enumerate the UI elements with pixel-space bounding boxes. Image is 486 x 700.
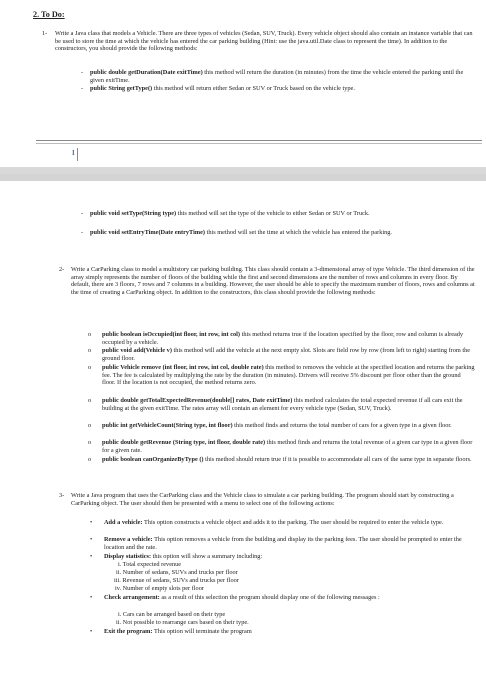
- item-1-method-2: public String getType() this method will return either Sedan or SUV or Truck based on the vehicle type.: [90, 85, 355, 92]
- dash-bullet: -: [81, 69, 84, 76]
- text-cursor-line: [77, 148, 78, 161]
- item-1-method-1: public double getDuration(Date exitTime) this method will return the duration (in minutes) from the time the vehicle entered the parking until the given exitTime.: [90, 69, 464, 84]
- disc-bullet-icon: •: [90, 553, 93, 560]
- dash-bullet: -: [81, 85, 84, 92]
- arrangement-sublist-2: ii. Not possible to rearrange cars based on their type.: [116, 619, 249, 626]
- item-3-number: 3-: [59, 492, 65, 499]
- item-1-method-3: public void setType(String type) this method will set the type of the vehicle to either Sedan or SUV or Truck.: [90, 210, 370, 217]
- stats-sublist-2: ii. Number of sedans, SUVs and trucks per floor: [116, 569, 238, 576]
- item-3-action-5: Exit the program: This option will terminate the program: [104, 628, 252, 635]
- dash-bullet: -: [81, 210, 84, 217]
- item-2-method-1: public boolean isOccupied(int floor, int row, int col) this method returns true if the location specified by the floor, row and column is already occupied by a vehicle.: [102, 331, 464, 346]
- item-3-action-3: Display statistics: this option will show a summary including:: [104, 553, 263, 560]
- item-2-method-6: public double getRevenue (String type, int floor, double rate) this method finds and returns the total revenue of a given car type in a given floor for a given rate.: [102, 439, 473, 454]
- item-1-text: Write a Java class that models a Vehicle. There are three types of vehicles (Sedan, SUV, Truck). Every vehicle object should also contain an instance variable that can be used to store the time at which the vehicle has entered the car parking building (Hint: use the java.util.Date class to represent the time). In addition to the constructors, you should provide the following methods:: [55, 30, 473, 53]
- disc-bullet-icon: •: [90, 519, 93, 526]
- item-2-number: 2-: [59, 266, 65, 273]
- item-2-method-7: public boolean canOrganizeByType () this method should return true if it is possible to accommodate all cars of the same type in separate floors.: [102, 456, 472, 463]
- disc-bullet-icon: •: [90, 628, 93, 635]
- item-2-method-2: public void add(Vehicle v) this method will add the vehicle at the next empty slot. Slots are field row by row (from left to right) starting from the ground floor.: [102, 347, 471, 362]
- dash-bullet: -: [81, 229, 84, 236]
- section-title: 2. To Do:: [33, 10, 65, 19]
- item-3-action-1: Add a vehicle: This option constructs a vehicle object and adds it to the parking. The user should be required to enter the vehicle type.: [104, 519, 444, 526]
- disc-bullet-icon: •: [90, 594, 93, 601]
- document-page-2: [0, 174, 486, 700]
- page-divider: [36, 140, 482, 141]
- circle-bullet-icon: o: [88, 397, 92, 404]
- disc-bullet-icon: •: [90, 536, 93, 543]
- item-2-method-5: public int getVehicleCount(String type, int floor) this method finds and returns the total number of cars for a given type in a given floor.: [102, 422, 452, 429]
- document-page-1: [0, 0, 486, 168]
- circle-bullet-icon: o: [88, 456, 92, 463]
- circle-bullet-icon: o: [88, 422, 92, 429]
- item-1-number: 1-: [42, 30, 48, 37]
- item-3-text: Write a Java program that uses the CarParking class and the Vehicle class to simulate a car parking building. The program should start by constructing a CarParking object. The user should then be presented with a menu to select one of the following actions:: [71, 492, 454, 507]
- circle-bullet-icon: o: [88, 364, 92, 371]
- item-2-text: Write a CarParking class to model a multistory car parking building. This class should contain a 3-dimensional array of type Vehicle. The third dimension of the array simply represents the number of floors of the building while the first and second dimensions are the number of rows and columns in every floor. By default, there are 3 floors, 7 rows and 7 columns in a building. However, the user should be able to specify the maximum number of floors, rows and columns at the time of creating a CarParking object. In addition to the constructors, this class should provide the following methods:: [71, 266, 475, 296]
- page-divider-secondary: [36, 143, 482, 144]
- page-gap: [0, 167, 486, 174]
- arrangement-sublist-1: i. Cars can be arranged based on their type: [118, 611, 226, 618]
- text-cursor-icon: I: [72, 149, 75, 157]
- stats-sublist-4: iv. Number of empty slots per floor: [115, 585, 204, 592]
- item-2-method-3: public Vehicle remove (int floor, int row, int col, double rate) this method to removes the vehicle at the specified location and returns the parking fee. The fee is calculated by multiplying the rate by the duration (in minutes). Drivers will receive 5% discount per floor other than the ground floor. If the location is not occupied, the method returns zero.: [102, 364, 475, 387]
- item-1-method-4: public void setEntryTime(Date entryTime) this method will set the time at which the vehicle has entered the parking.: [90, 229, 392, 236]
- circle-bullet-icon: o: [88, 347, 92, 354]
- circle-bullet-icon: o: [88, 439, 92, 446]
- item-3-action-4: Check arrangement: as a result of this selection the program should display one of the following messages :: [104, 594, 380, 601]
- item-3-action-2: Remove a vehicle: This option removes a vehicle from the building and display its the parking fees. The user should be prompted to enter the location and the rate.: [104, 536, 462, 551]
- item-2-method-4: public double getTotalExpectedRevenue(double[] rates, Date exitTime) this method calculates the total expected revenue if all cars exit the building at the given exitTime. The rates array will contain an element for every vehicle type (Sedan, SUV, Truck).: [102, 397, 463, 412]
- stats-sublist-1: i. Total expected revenue: [118, 561, 182, 568]
- stats-sublist-3: iii. Revenue of sedans, SUVs and trucks per floor: [114, 577, 239, 584]
- circle-bullet-icon: o: [88, 331, 92, 338]
- page-top-strip: [0, 174, 486, 181]
